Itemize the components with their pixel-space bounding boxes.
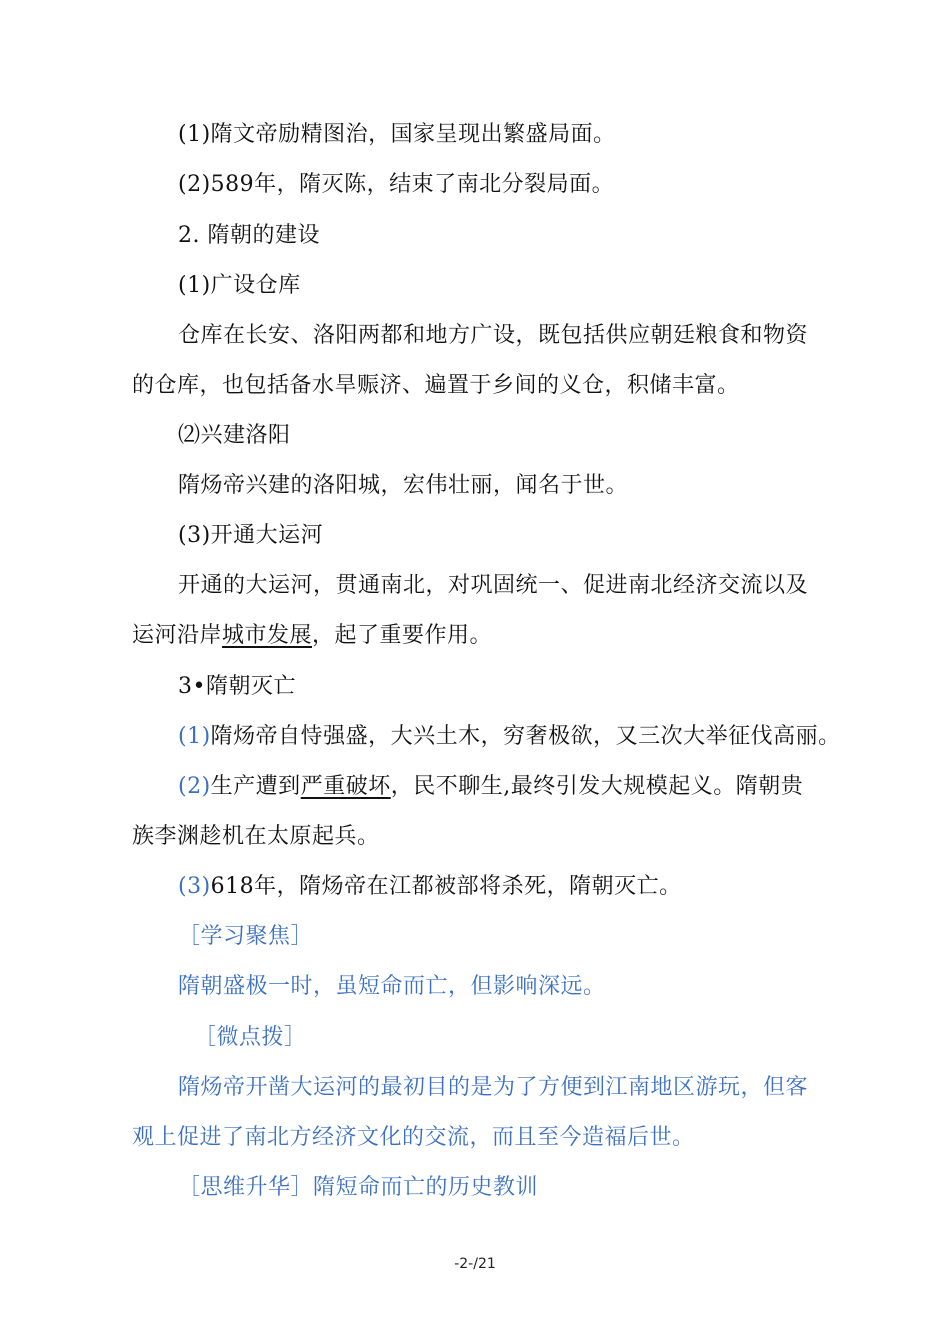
- item-number: (2): [178, 774, 211, 799]
- section-2-heading: 2. 隋朝的建设: [178, 223, 320, 248]
- subheading-luoyang: ⑵兴建洛阳: [178, 423, 291, 448]
- item-3-3: [178, 872, 682, 902]
- subheading-grand-canal: (3)开通大运河: [178, 523, 324, 548]
- item-1-2: (2)589年，隋灭陈，结束了南北分裂局面。: [178, 172, 615, 197]
- text-segment: 运河沿岸: [132, 623, 223, 648]
- tip-heading: ［微点拨］: [194, 1025, 307, 1050]
- underlined-term: 严重破坏: [300, 774, 391, 799]
- text-segment: 隋炀帝自恃强盛，大兴土木，穷奢极欲，又三次大举征伐高丽。: [210, 724, 841, 749]
- subheading-warehouses: (1)广设仓库: [178, 273, 301, 298]
- item-number: (1): [178, 724, 211, 749]
- item-3-2: [178, 772, 803, 802]
- tip-text-2: 观上促进了南北方经济文化的交流，而且至今造福后世。: [132, 1125, 695, 1150]
- thinking-heading: ［思维升华］隋短命而亡的历史教训: [178, 1175, 539, 1200]
- text-segment: 生产遭到: [210, 774, 301, 799]
- study-focus-text: 隋朝盛极一时，虽短命而亡，但影响深远。: [178, 974, 606, 999]
- study-focus-heading: ［学习聚焦］: [178, 924, 314, 949]
- underlined-term: 城市发展: [222, 623, 313, 648]
- page-number: -2-/21: [454, 1256, 496, 1272]
- text-segment: ，起了重要作用。: [312, 623, 493, 648]
- tip-text-1: 隋炀帝开凿大运河的最初目的是为了方便到江南地区游玩，但客: [178, 1075, 809, 1100]
- item-number: (3): [178, 874, 211, 899]
- paragraph-warehouses-2: 的仓库，也包括备水旱赈济、遍置于乡间的义仓，积储丰富。: [132, 373, 740, 398]
- text-segment: ，民不聊生,最终引发大规模起义。隋朝贵: [390, 774, 804, 799]
- paragraph-warehouses-1: 仓库在长安、洛阳两都和地方广设，既包括供应朝廷粮食和物资: [178, 323, 809, 348]
- section-3-heading: 3•隋朝灭亡: [178, 674, 296, 699]
- paragraph-luoyang: 隋炀帝兴建的洛阳城，宏伟壮丽，闻名于世。: [178, 473, 629, 498]
- item-3-2-continued: 族李渊趁机在太原起兵。: [132, 824, 380, 849]
- item-1-1: (1)隋文帝励精图治，国家呈现出繁盛局面。: [178, 122, 616, 147]
- paragraph-canal-2: [132, 621, 492, 651]
- paragraph-canal-1: 开通的大运河，贯通南北，对巩固统一、促进南北经济交流以及: [178, 573, 809, 598]
- item-3-1: [178, 722, 841, 752]
- text-segment: 618年，隋炀帝在江都被部将杀死，隋朝灭亡。: [210, 874, 682, 899]
